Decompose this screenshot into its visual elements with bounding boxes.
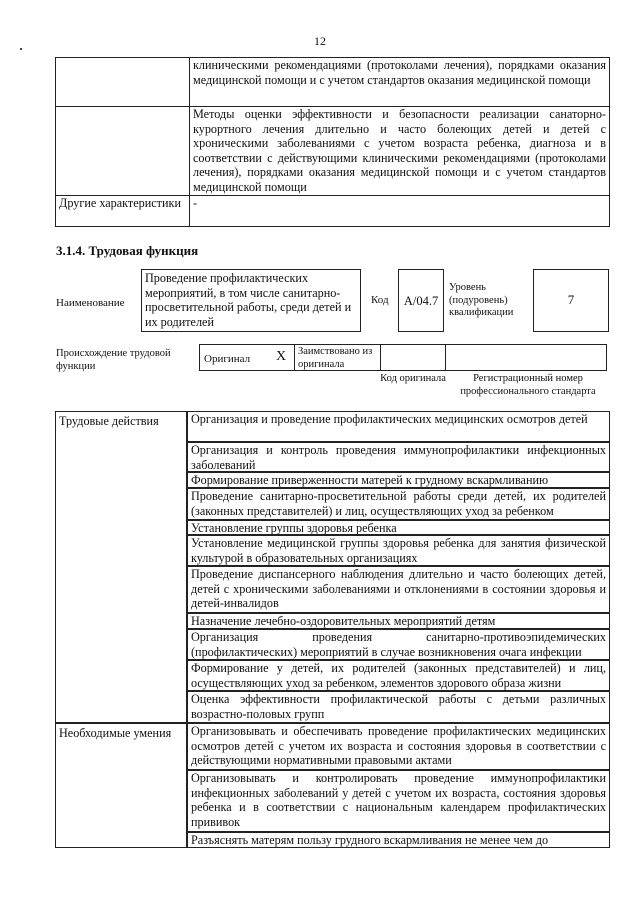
- list-item: Установление группы здоровья ребенка: [187, 520, 610, 535]
- labor-actions-label: Трудовые действия: [55, 411, 187, 723]
- code-label: Код: [371, 294, 389, 306]
- top-label-cell: [56, 58, 190, 107]
- code-original-caption: Код оригинала: [380, 373, 446, 384]
- origin-divider: [294, 344, 295, 371]
- list-item: Формирование приверженности матерей к грудному вскармливанию: [187, 472, 610, 488]
- skills-section: [55, 723, 610, 848]
- main-table: [55, 411, 610, 848]
- scan-speck: [20, 48, 22, 50]
- list-item: Формирование у детей, их родителей (законных представителей) и лиц, осуществляющих уход за ребенком, элементов здорового образа жизни: [187, 660, 610, 691]
- other-characteristics-label: Другие характеристики: [56, 196, 190, 227]
- list-item: Проведение диспансерного наблюдения длительно и часто болеющих детей, детей с хроническими заболеваниями и отклонениями в состоянии здоровья и детей-инвалидов: [187, 566, 610, 613]
- list-item: Оценка эффективности профилактической работы с детьми различных возрастно-половых групп: [187, 691, 610, 723]
- list-item: Организовывать и обеспечивать проведение профилактических медицинских осмотров детей с учетом их возраста и состояния здоровья в соответствии с действующими нормативными правовыми актами: [187, 723, 610, 770]
- origin-label: Происхождение трудовой функции: [56, 348, 171, 372]
- origin-box: [199, 344, 607, 371]
- list-item: Разъяснять матерям пользу грудного вскармливания не менее чем до: [187, 832, 610, 848]
- labor-actions-section: [55, 411, 610, 723]
- origin-divider: [380, 344, 381, 371]
- page-number: 12: [314, 34, 326, 48]
- top-text-cell: клиническими рекомендациями (протоколами лечения), порядками оказания медицинской помощи и с учетом стандартов оказания медицинской помощи: [190, 58, 610, 107]
- top-table: [55, 57, 610, 227]
- function-code: A/04.7: [398, 269, 444, 332]
- skills-list: [187, 723, 610, 848]
- original-label: Оригинал: [204, 353, 251, 365]
- list-item: Установление медицинской группы здоровья ребенка для занятия физической культурой в образовательных организациях: [187, 535, 610, 566]
- skills-label: Необходимые умения: [55, 723, 187, 848]
- name-label: Наименование: [56, 297, 125, 309]
- function-name: Проведение профилактических мероприятий, в том числе санитарно-просветительной работы, среди детей и их родителей: [141, 269, 361, 332]
- labor-actions-list: [187, 411, 610, 723]
- list-item: Проведение санитарно-просветительной работы среди детей, их родителей (законных представителей) и лиц, осуществляющих уход за ребенком: [187, 488, 610, 520]
- original-mark: X: [276, 349, 287, 364]
- list-item: Организация и контроль проведения иммунопрофилактики инфекционных заболеваний: [187, 442, 610, 472]
- other-characteristics-value: -: [190, 196, 610, 227]
- list-item: Организация и проведение профилактических медицинских осмотров детей: [187, 411, 610, 442]
- reg-number-caption: Регистрационный номер профессионального стандарта: [460, 373, 596, 397]
- list-item: Назначение лечебно-оздоровительных мероприятий детям: [187, 613, 610, 629]
- qualification-level: 7: [533, 269, 609, 332]
- borrowed-label: Заимствовано из оригинала: [298, 346, 373, 370]
- origin-divider: [445, 344, 446, 371]
- top-text-cell: Методы оценки эффективности и безопасности реализации санаторно-курортного лечения длительно и часто болеющих детей и детей с хроническими заболеваниями с учетом возраста ребенка, диагноза и в соответствии с действующими клиническими рекомендациями (протоколами лечения), порядками оказания медицинской помощи и с учетом стандартов медицинской помощи: [190, 107, 610, 196]
- list-item: Организовывать и контролировать проведение иммунопрофилактики инфекционных заболеваний у детей с учетом их возраста, состояния здоровья ребенка и в соответствии с национальным календарем профилактических прививок: [187, 770, 610, 832]
- section-heading: 3.1.4. Трудовая функция: [56, 243, 199, 258]
- level-label: Уровень (подуровень) квалификации: [449, 282, 514, 318]
- list-item: Организация проведения санитарно-противоэпидемических (профилактических) мероприятий в случае возникновения очага инфекции: [187, 629, 610, 660]
- top-label-cell: [56, 107, 190, 196]
